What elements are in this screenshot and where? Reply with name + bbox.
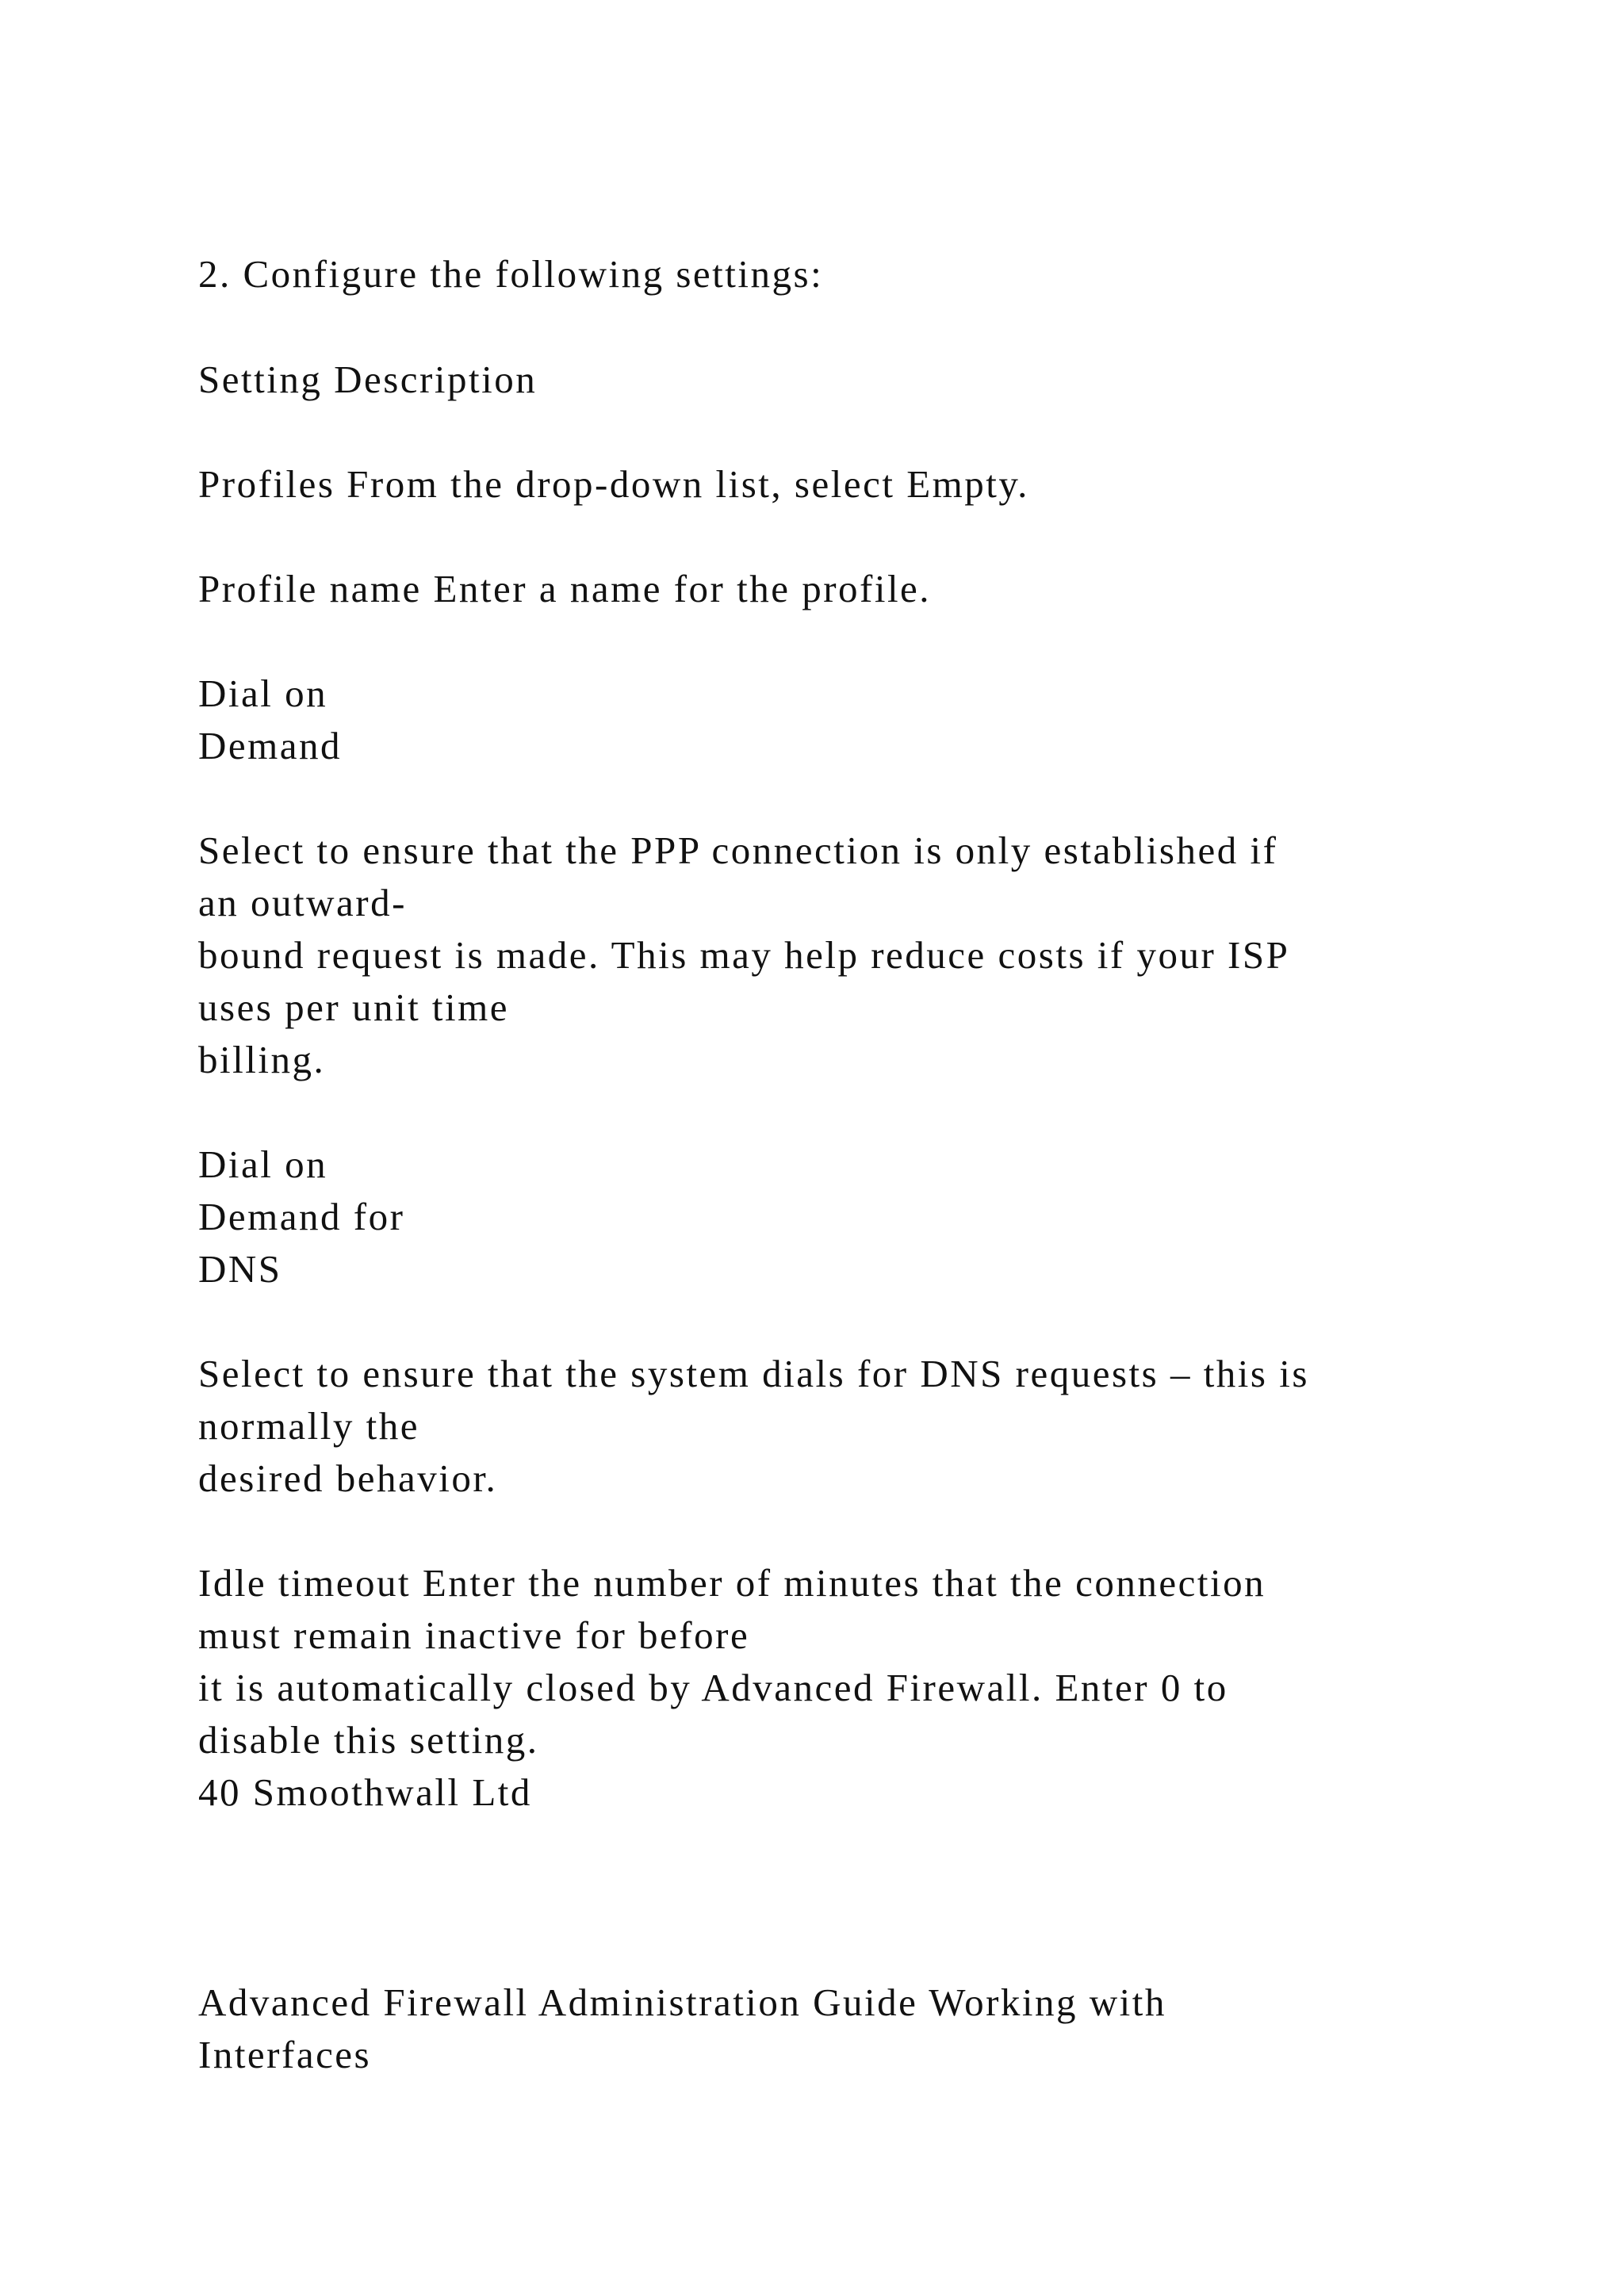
setting-idle-timeout: disable this setting.	[198, 1718, 539, 1762]
page-header: Interfaces	[198, 2033, 372, 2076]
setting-idle-timeout: it is automatically closed by Advanced Firewall. Enter 0 to	[198, 1666, 1228, 1709]
setting-dial-dns-description: normally the	[198, 1404, 420, 1448]
setting-dial-on-demand-description: bound request is made. This may help reduce costs if your ISP	[198, 933, 1290, 977]
table-header: Setting Description	[198, 358, 538, 401]
setting-dial-on-demand-label: Dial on	[198, 672, 328, 715]
setting-idle-timeout: Idle timeout Enter the number of minutes that the connection	[198, 1561, 1266, 1605]
setting-dial-dns-label: Dial on	[198, 1142, 328, 1186]
page-footer: 40 Smoothwall Ltd	[198, 1770, 532, 1814]
setting-profiles: Profiles From the drop-down list, select Empty.	[198, 462, 1029, 506]
setting-dial-dns-description: Select to ensure that the system dials for DNS requests – this is	[198, 1352, 1309, 1395]
setting-dial-on-demand-description: uses per unit time	[198, 985, 510, 1029]
setting-profile-name: Profile name Enter a name for the profile.	[198, 567, 932, 610]
setting-dial-on-demand-description: billing.	[198, 1038, 326, 1081]
step-heading: 2. Configure the following settings:	[198, 252, 824, 296]
setting-dial-on-demand-label: Demand	[198, 724, 342, 767]
page-header: Advanced Firewall Administration Guide Working with	[198, 1980, 1166, 2024]
setting-dial-dns-label: Demand for	[198, 1195, 405, 1238]
setting-dial-on-demand-description: an outward-	[198, 881, 407, 924]
setting-dial-dns-description: desired behavior.	[198, 1456, 498, 1500]
setting-dial-on-demand-description: Select to ensure that the PPP connection is only established if	[198, 828, 1278, 872]
setting-idle-timeout: must remain inactive for before	[198, 1613, 750, 1657]
setting-dial-dns-label: DNS	[198, 1247, 282, 1291]
